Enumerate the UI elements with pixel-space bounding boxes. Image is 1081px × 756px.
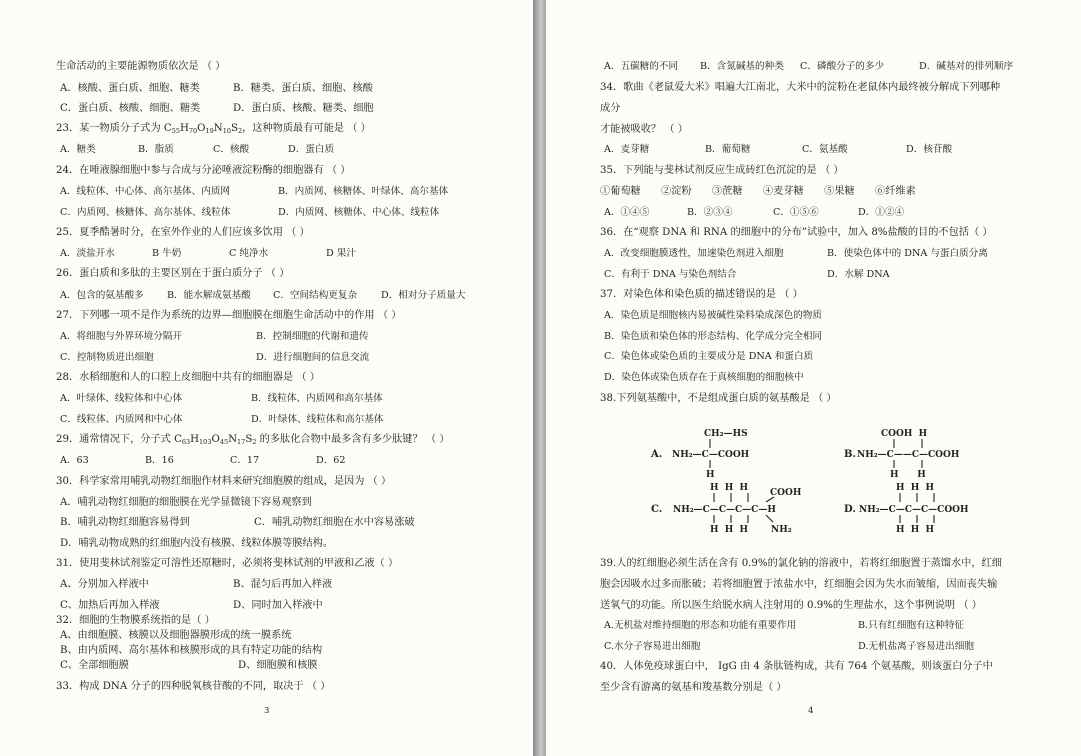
- q32-option-b: B、由内质网、高尔基体和核膜形成的具有特定功能的结构: [60, 645, 323, 656]
- q29-option-d: D．62: [316, 455, 346, 466]
- q39-stem-line3: 送氧气的功能。所以医生给脱水病人注射用的 0.9%的生理盐水，这个事例说明 （ ）: [600, 600, 982, 611]
- q37-option-d: D．染色体或染色质存在于真核细胞的细胞核中: [604, 372, 804, 383]
- q28-option-a: A．叶绿体、线粒体和中心体: [60, 393, 183, 404]
- q39-stem-line1: 39.人的红细胞必须生活在含有 0.9%的氯化钠的溶液中，若将红细胞置于蒸馏水中，红细: [600, 558, 1002, 569]
- formula-d-bottom: H H H: [896, 525, 935, 535]
- q32-stem: 32．细胞的生物膜系统指的是（ ）: [56, 615, 215, 626]
- q33-option-a: A．五碳糖的不同: [604, 61, 679, 72]
- q30-option-d: D．哺乳动物成熟的红细胞内没有核膜、线粒体膜等膜结构。: [60, 538, 334, 549]
- formula-a-r-group: CH₂—HS: [704, 429, 748, 439]
- q39-option-d: D.无机盐离子容易进出细胞: [858, 641, 974, 652]
- q37-stem: 37．对染色体和染色质的描述错误的是 （ ）: [600, 289, 803, 300]
- q23-stem: 23．某一物质分子式为 $C_{55}H_{70}O_{19}N_{10}S_2$，这种物质最有可能是 （ ）: [56, 123, 371, 135]
- q33-option-b: B．含氮碱基的种类: [700, 61, 784, 72]
- page-gutter: [533, 0, 546, 756]
- q34-option-c: C．氨基酸: [802, 144, 848, 155]
- formula-c-nh2: NH₂: [771, 525, 792, 535]
- q32-option-c: C、全部细胞膜: [60, 660, 129, 671]
- q22-stem-continuation: 生命活动的主要能源物质依次是 （ ）: [56, 61, 226, 72]
- formula-c: [651, 483, 802, 535]
- q28-option-d: D．叶绿体、线粒体和高尔基体: [251, 414, 384, 425]
- q31-option-c: C、加热后再加入样液: [60, 600, 160, 611]
- q39-option-c: C.水分子容易进出细胞: [604, 641, 701, 652]
- q25-stem: 25．夏季酷暑时分，在室外作业的人们应该多饮用 （ ）: [56, 227, 310, 238]
- formula-d: [844, 483, 969, 535]
- q30-stem: 30．科学家常用哺乳动物红细胞作材料来研究细胞膜的组成，是因为 （ ）: [56, 476, 392, 487]
- q31-option-d: D、同时加入样液中: [233, 600, 323, 611]
- q36-stem: 36．在“观察 DNA 和 RNA 的细胞中的分布”试验中，加入 8%盐酸的目的不包括（ ）: [600, 227, 993, 238]
- q36-option-d: D．水解 DNA: [827, 269, 890, 280]
- q32-option-d: D、细胞膜和核膜: [238, 660, 318, 671]
- formula-a: [650, 429, 750, 480]
- q24-option-a: A．线粒体、中心体、高尔基体、内质网: [60, 186, 231, 197]
- q34-stem-line1: 34．歌曲《老鼠爱大米》唱遍大江南北，大米中的淀粉在老鼠体内最终被分解成下列哪种: [600, 82, 1001, 93]
- q37-option-b: B．染色质和染色体的形态结构、化学成分完全相同: [604, 331, 823, 342]
- q23-option-c: C．核酸: [213, 144, 250, 155]
- q24-option-d: D．内质网、核糖体、中心体、线粒体: [278, 207, 440, 218]
- q33-stem: 33．构成 DNA 分子的四种脱氧核苷酸的不同，取决于 （ ）: [56, 681, 331, 692]
- q36-option-a: A．改变细胞膜透性，加速染色剂进入细胞: [604, 248, 784, 259]
- page-number-right: 4: [808, 706, 814, 716]
- q26-option-a: A．包含的氨基酸多: [60, 290, 144, 301]
- q35-stem: 35．下列能与斐林试剂反应生成砖红色沉淀的是 （ ）: [600, 165, 844, 176]
- q40-stem-line1: 40．人体免疫球蛋白中， IgG 由 4 条肽链构成，共有 764 个氨基酸，则该蛋白分子中: [600, 661, 993, 672]
- formula-a-hydrogen: H: [706, 470, 715, 480]
- q38-structural-formulas: [641, 422, 1031, 542]
- q32-option-a: A、由细胞膜、核膜以及细胞器膜形成的统一膜系统: [60, 630, 292, 641]
- q22-option-c: C．蛋白质、核酸、细胞、糖类: [60, 103, 201, 114]
- formula-c-cooh: COOH: [770, 488, 802, 498]
- right-page: [546, 0, 1081, 756]
- q34-option-d: D．核苷酸: [906, 144, 953, 155]
- q30-option-b: B．哺乳动物红细胞容易得到: [60, 517, 190, 528]
- q31-stem: 31．使用斐林试剂鉴定可溶性还原糖时，必须将斐林试剂的甲液和乙液（ ）: [56, 558, 399, 569]
- q27-option-d: D．进行细胞间的信息交流: [256, 352, 370, 363]
- q25-option-b: B 牛奶: [152, 248, 182, 259]
- q24-stem: 24．在唾液腺细胞中参与合成与分泌唾液淀粉酶的细胞器有 （ ）: [56, 165, 351, 176]
- formula-d-chain: NH₂—C—C—C—COOH: [859, 505, 969, 515]
- formula-b-bottom: H H: [890, 470, 926, 480]
- q23-option-d: D．蛋白质: [288, 144, 335, 155]
- q22-option-b: B．糖类、蛋白质、细胞、核酸: [233, 83, 373, 94]
- q22-option-a: A．核酸、蛋白质、细胞、糖类: [60, 83, 200, 94]
- q23-option-b: B．脂质: [138, 144, 174, 155]
- q24-option-c: C．内质网、核糖体、高尔基体、线粒体: [60, 207, 231, 218]
- formula-b-label: B.: [844, 449, 856, 460]
- q34-stem-line2: 成分: [600, 103, 621, 114]
- q39-option-a: A.无机盐对维持细胞的形态和功能有重要作用: [604, 620, 797, 631]
- q26-option-b: B．能水解成氨基酸: [167, 290, 251, 301]
- q31-option-b: B、混匀后再加入样液: [233, 579, 333, 590]
- q26-option-d: D．相对分子质量大: [381, 290, 466, 301]
- formula-a-chain: NH₂—C—COOH: [672, 450, 750, 460]
- formula-c-bottom: H H H: [710, 525, 749, 535]
- formula-b-chain: NH₂—C——C—COOH: [857, 450, 960, 460]
- page-number-left: 3: [264, 706, 270, 716]
- q25-option-a: A．淡盐开水: [60, 248, 115, 259]
- formula-d-label: D.: [844, 504, 856, 515]
- q28-option-b: B．线粒体、内质网和高尔基体: [251, 393, 383, 404]
- q34-option-a: A．麦芽糖: [604, 144, 650, 155]
- q33-option-d: D．碱基对的排列顺序: [919, 61, 1014, 72]
- q27-stem: 27．下列哪一项不是作为系统的边界—细胞膜在细胞生命活动中的作用 （ ）: [56, 310, 402, 321]
- q33-option-c: C．磷酸分子的多少: [800, 61, 885, 72]
- q39-option-b: B.只有红细胞有这种特征: [858, 620, 965, 631]
- q35-option-c: C．①⑤⑥: [773, 207, 819, 218]
- q27-option-a: A．将细胞与外界环境分隔开: [60, 331, 183, 342]
- q26-stem: 26．蛋白质和多肽的主要区别在于蛋白质分子 （ ）: [56, 268, 290, 279]
- q25-option-d: D 果汁: [326, 248, 356, 259]
- formula-c-label: C.: [651, 504, 663, 515]
- q37-option-c: C．染色体或染色质的主要成分是 DNA 和蛋白质: [604, 351, 814, 362]
- q30-option-a: A．哺乳动物红细胞的细胞膜在光学显微镜下容易观察到: [60, 497, 312, 508]
- q37-option-a: A．染色质是细胞核内易被碱性染料染成深色的物质: [604, 310, 822, 321]
- formula-c-chain: NH₂—C—C—C—C—H: [673, 505, 776, 515]
- q29-option-b: B．16: [145, 455, 174, 466]
- q35-option-b: B．②③④: [687, 207, 733, 218]
- q35-option-a: A．①④⑤: [604, 207, 650, 218]
- q27-option-c: C．控制物质进出细胞: [60, 352, 154, 363]
- q24-option-b: B．内质网、核糖体、叶绿体、高尔基体: [278, 186, 449, 197]
- q25-option-c: C 纯净水: [229, 248, 269, 259]
- q36-option-b: B．使染色体中的 DNA 与蛋白质分离: [827, 248, 988, 259]
- formula-a-label: A.: [651, 449, 663, 460]
- q26-option-c: C．空间结构更复杂: [273, 290, 358, 301]
- q28-option-c: C．线粒体、内质网和中心体: [60, 414, 183, 425]
- q30-option-c: C．哺乳动物红细胞在水中容易涨破: [254, 517, 415, 528]
- q40-stem-line2: 至少含有游离的氨基和羧基数分别是（ ）: [600, 682, 787, 693]
- q36-option-c: C．有利于 DNA 与染色剂结合: [604, 269, 737, 280]
- q23-option-a: A．糖类: [60, 144, 96, 155]
- formula-b-top: COOH H: [881, 429, 928, 439]
- q29-option-a: A．63: [60, 455, 89, 466]
- formula-b: [844, 429, 960, 480]
- q39-stem-line2: 胞会因吸水过多而胀破；若将细胞置于浓盐水中，红细胞会因为失水而皱缩，因而丧失输: [600, 579, 998, 590]
- q34-stem-line3: 才能被吸收？ （ ）: [600, 124, 688, 135]
- left-page: [0, 0, 533, 756]
- q34-option-b: B．葡萄糖: [705, 144, 751, 155]
- q35-option-d: D．①②④: [858, 207, 905, 218]
- q35-items: ①葡萄糖 ②淀粉 ③蔗糖 ④麦芽糖 ⑤果糖 ⑥纤维素: [600, 186, 916, 197]
- q29-stem: 29．通常情况下，分子式 $C_{63}H_{103}O_{45}N_{17}S_2$ 的多肽化合物中最多含有多少肽键？ （ ）: [56, 434, 450, 446]
- formula-d-top: H H H: [896, 483, 935, 493]
- q31-option-a: A、分别加入样液中: [60, 579, 149, 590]
- q38-stem: 38.下列氨基酸中，不是组成蛋白质的氨基酸是 （ ）: [600, 393, 837, 404]
- q29-option-c: C．17: [230, 455, 260, 466]
- q28-stem: 28．水稻细胞和人的口腔上皮细胞中共有的细胞器是 （ ）: [56, 372, 320, 383]
- formula-c-top: H H H: [710, 483, 749, 493]
- q27-option-b: B．控制细胞的代谢和遗传: [256, 331, 369, 342]
- q22-option-d: D．蛋白质、核酸、糖类、细胞: [233, 103, 374, 114]
